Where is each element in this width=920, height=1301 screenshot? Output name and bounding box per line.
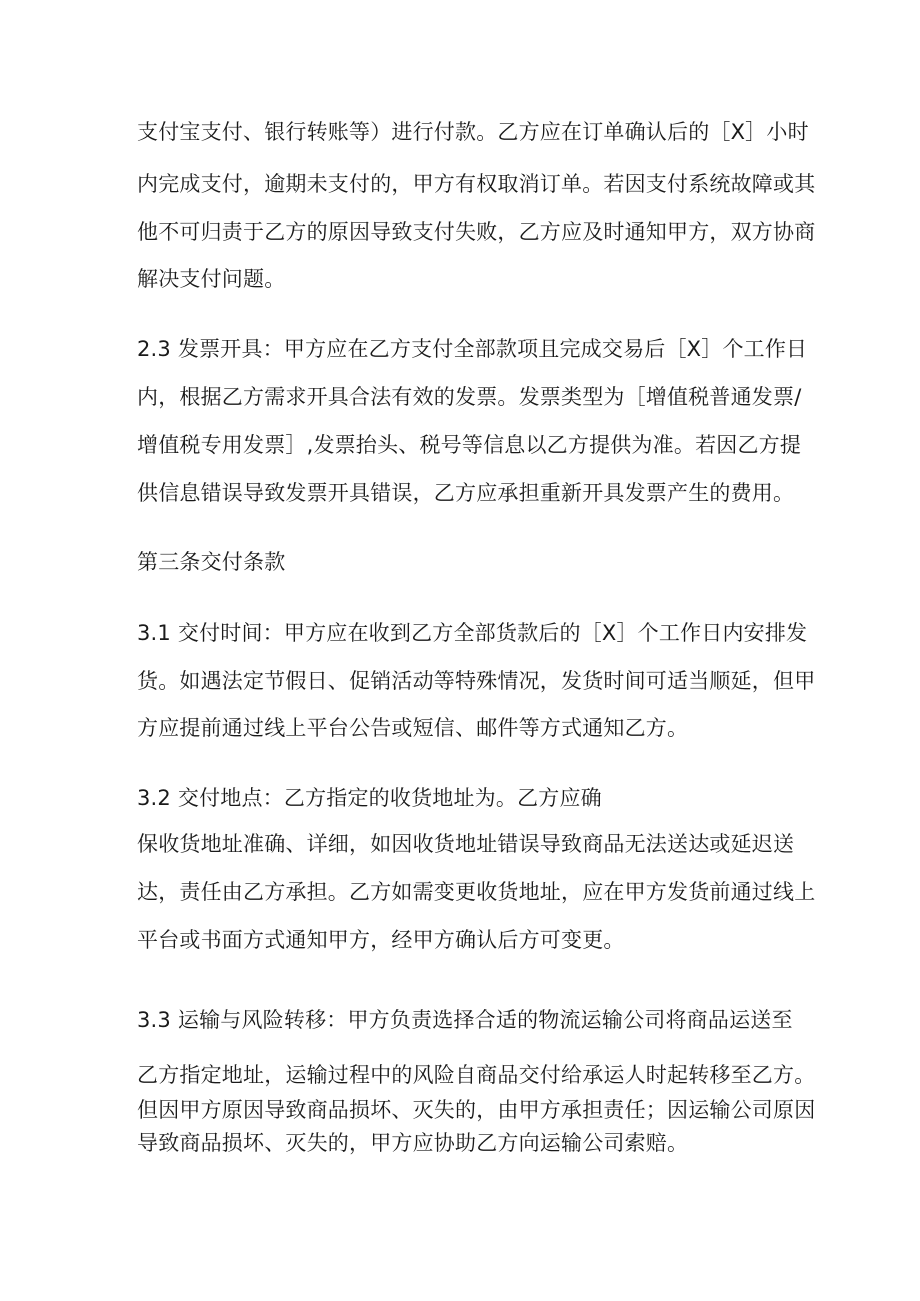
paragraph-line: 乙方指定地址，运输过程中的风险自商品交付给承运人时起转移至乙方。 [137,1063,816,1087]
paragraph-line: 但因甲方原因导致商品损坏、灭失的，由甲方承担责任；因运输公司原因 [137,1098,816,1122]
section-heading: 第三条交付条款 [137,550,286,574]
paragraph-line: 3.2 交付地点：乙方指定的收货地址为。乙方应确 [137,786,602,810]
paragraph-line: 保收货地址准确、详细，如因收货地址错误导致商品无法送达或延迟送 [137,832,795,856]
paragraph-line: 解决支付问题。 [137,267,286,291]
paragraph-line: 达，责任由乙方承担。乙方如需变更收货地址，应在甲方发货前通过线上 [137,880,816,904]
paragraph-line: 供信息错误导致发票开具错误，乙方应承担重新开具发票产生的费用。 [137,481,795,505]
paragraph-line: 3.3 运输与风险转移：甲方负责选择合适的物流运输公司将商品运送至 [137,1008,793,1032]
paragraph-line: 增值税专用发票］,发票抬头、税号等信息以乙方提供为准。若因乙方提 [137,433,802,457]
paragraph-line: 他不可归责于乙方的原因导致支付失败，乙方应及时通知甲方，双方协商 [137,220,816,244]
paragraph-line: 内完成支付，逾期未支付的，甲方有权取消订单。若因支付系统故障或其 [137,172,816,196]
paragraph-line: 支付宝支付、银行转账等）进行付款。乙方应在订单确认后的［X］小时 [137,120,809,144]
paragraph-line: 货。如遇法定节假日、促销活动等特殊情况，发货时间可适当顺延，但甲 [137,669,816,693]
paragraph-line: 3.1 交付时间：甲方应在收到乙方全部货款后的［X］个工作日内安排发 [137,621,808,645]
paragraph-line: 方应提前通过线上平台公告或短信、邮件等方式通知乙方。 [137,716,689,740]
paragraph-line: 导致商品损坏、灭失的，甲方应协助乙方向运输公司索赔。 [137,1131,689,1155]
paragraph-line: 平台或书面方式通知甲方，经甲方确认后方可变更。 [137,928,625,952]
paragraph-line: 2.3 发票开具：甲方应在乙方支付全部款项且完成交易后［X］个工作日 [137,337,808,361]
paragraph-line: 内，根据乙方需求开具合法有效的发票。发票类型为［增值税普通发票/ [137,385,802,409]
